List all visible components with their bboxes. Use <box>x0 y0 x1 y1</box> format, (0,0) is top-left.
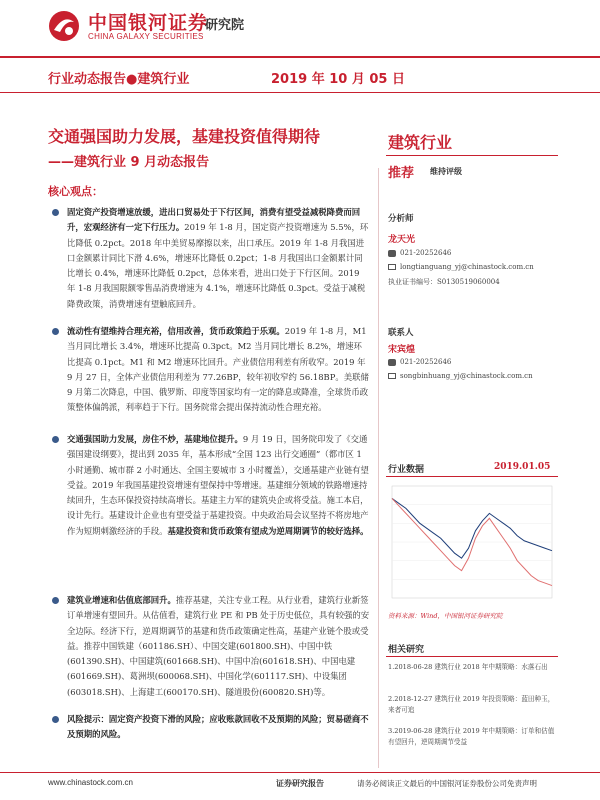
page-title: 交通强国助力发展，基建投资值得期待 <box>48 127 321 146</box>
research-item[interactable]: 3.2019-06-28 建筑行业 2019 年中期策略：订单和估值有望回升，逆周期调节受益 <box>388 727 555 746</box>
research-item[interactable]: 2.2018-12-27 建筑行业 2019 年投资策略：蓝田种玉，来者可追 <box>388 695 555 714</box>
analyst-name: 龙天光 <box>388 235 416 245</box>
analyst-phone <box>388 249 451 257</box>
chart-source: 资料来源：Wind，中国银河证券研究院 <box>388 612 503 620</box>
bullet-item <box>52 205 370 312</box>
bullet-item <box>52 712 370 743</box>
header-divider <box>0 56 600 58</box>
bullet-heading: 风险提示：固定资产投资下滑的风险；应收账款回收不及预期的风险；贸易磋商不及预期的风险。 <box>67 714 369 740</box>
footer-divider <box>0 772 600 773</box>
footer-label: 证券研究报告 <box>276 778 324 788</box>
bullet-heading: 交通强国助力发展，房住不炒，基建地位提升。 <box>67 434 243 444</box>
industry-data-date: 2019.01.05 <box>494 462 551 472</box>
email-link[interactable]: songbinhuang_yj@chinastock.com.cn <box>400 372 533 380</box>
bullet-heading: 固定资产投资增速放缓，进出口贸易处于下行区间，消费有望受益减税降费而回升，宏观经济有一定下行压力。 <box>67 207 361 233</box>
phone-icon <box>388 359 396 366</box>
research-item[interactable]: 1.2018-06-28 建筑行业 2018 年中期策略：水落石出 <box>388 663 548 671</box>
contact-email[interactable] <box>388 372 533 380</box>
bullet-dot-icon <box>52 597 59 604</box>
header-divider-2 <box>0 92 600 93</box>
core-points-label: 核心观点： <box>48 185 103 198</box>
bullet-item <box>52 324 370 416</box>
bullet-text: 2019 年 1-8 月，M1 当月同比增长 3.4%，增速环比提高 0.3pct。M2 当月同比增长 8.2%，增速环比提高 0.1pct。M1 和 M2 增速环比回升。产业债信用利差有所收窄。2019 年 9 月 27 日，全体产业债信用利差为 77.26BP，较年初收窄约 56.18BP。美联储 9 月第二次降息，中国、俄罗斯、印度等国家均有一定的降息或降准，全球货币政策整体偏鸽派，利率趋于下行。国务院常会提出保持流动性合理充裕。 <box>67 326 369 413</box>
research-divider <box>386 656 558 657</box>
institute-label: 研究院 <box>205 18 245 33</box>
bullet-item <box>52 593 370 700</box>
phone-text: 021-20252646 <box>400 249 452 257</box>
phone-icon <box>388 250 396 257</box>
bullet-item <box>52 432 370 539</box>
bullet-text: 9 月 19 日，国务院印发了《交通强国建设纲要》，提出到 2035 年，基本形成“全国 123 出行交通圈”（都市区 1 小时通勤、城市群 2 小时通达、全国主要城市 3 小时覆盖），交通基建产业链有望受益。2019 年我国基建投资增速有望保持中等增速。基建细分领域的铁路增速持续回升，生态环保投资持续高增长。基建主力军的建筑央企或将受益。施工本启，设计先行。基建设计企业也有望受益于基建投资。中央政治局会议坚持不将房地产作为短期刺激经济的手段。 <box>67 434 369 536</box>
bullet-text: 推荐基建，关注专业工程。从行业看，建筑行业新签订单增速有望回升。从估值看，建筑行业 PE 和 PB 处于历史低位，具有较强的安全边际。经济下行，逆周期调节的基建和货币政策确定性高，基建产业链个股或受益。推荐中国铁建（601186.SH）、中国交建(601800.SH)、中国中铁(601390.SH)、中国建筑(601668.SH)、中国中冶(601618.SH)、中国电建(601669.SH)、葛洲坝(600068.SH)、中国化学(601117.SH)、中设集团(603018.SH)、上海建工(600170.SH)、隧道股份(600820.SH)等。 <box>67 595 370 697</box>
analyst-label: 分析师 <box>388 214 414 224</box>
related-research-label: 相关研究 <box>388 645 425 655</box>
contact-name: 宋宾煌 <box>388 345 416 355</box>
bullet-text: 2019 年 1-8 月，国定资产投资增速为 5.5%，环比降低 0.2pct。2018 年中美贸易摩擦以来，出口承压。2019 年 1-8 月我国进口金额累计同比下滑 4.6%，增速环比降低 0.2pct；1-8 月我国出口金额累计同比增长 0.4%，增速环比降低 0.2pct，总体来看，进出口处于下行区间。2019 年 1-8 月我国限额零售品消费增速为 4.1%，增速环比降低 0.3pct。受益于减税降费政策，消费增速有望触底回升。 <box>67 222 369 309</box>
rating-note: 维持评级 <box>430 166 462 176</box>
company-logo <box>48 10 80 42</box>
report-date: 2019 年 10 月 05 日 <box>271 72 405 87</box>
bullet-dot-icon <box>52 716 59 723</box>
bullet-dot-icon <box>52 436 59 443</box>
phone-text: 021-20252646 <box>400 358 452 366</box>
column-divider <box>378 168 379 768</box>
mail-icon <box>388 264 396 270</box>
email-link[interactable]: longtianguang_yj@chinastock.com.cn <box>400 263 534 271</box>
industry-chart <box>386 480 558 606</box>
mail-icon <box>388 373 396 379</box>
page-subtitle: ——建筑行业 9 月动态报告 <box>48 155 210 170</box>
bullet-dot-icon <box>52 209 59 216</box>
footer-disclaimer: 请务必阅读正文最后的中国银河证券股份公司免责声明 <box>357 779 537 788</box>
analyst-cert: 执业证书编号：S0130519060004 <box>388 278 500 286</box>
rating: 推荐 <box>388 166 415 181</box>
bullet-conclusion: 基建投资和货币政策有望成为逆周期调节的较好选择。 <box>167 525 369 536</box>
report-type: 行业动态报告●建筑行业 <box>48 72 190 87</box>
industry-data-label: 行业数据 <box>388 465 425 475</box>
industry-name: 建筑行业 <box>388 133 453 152</box>
bullet-heading: 建筑业增速和估值底部回升。 <box>67 595 176 605</box>
industry-divider <box>386 155 558 156</box>
bullet-dot-icon <box>52 328 59 335</box>
data-divider <box>386 476 558 477</box>
brand-name-cn: 中国银河证券 <box>88 12 209 34</box>
footer-url[interactable]: www.chinastock.com.cn <box>48 778 133 787</box>
analyst-email[interactable] <box>388 263 534 271</box>
bullet-heading: 流动性有望维持合理充裕，信用改善，货币政策趋于乐观。 <box>67 326 285 336</box>
contact-label: 联系人 <box>388 328 414 338</box>
brand-name-en: CHINA GALAXY SECURITIES <box>88 32 204 41</box>
contact-phone <box>388 358 451 366</box>
